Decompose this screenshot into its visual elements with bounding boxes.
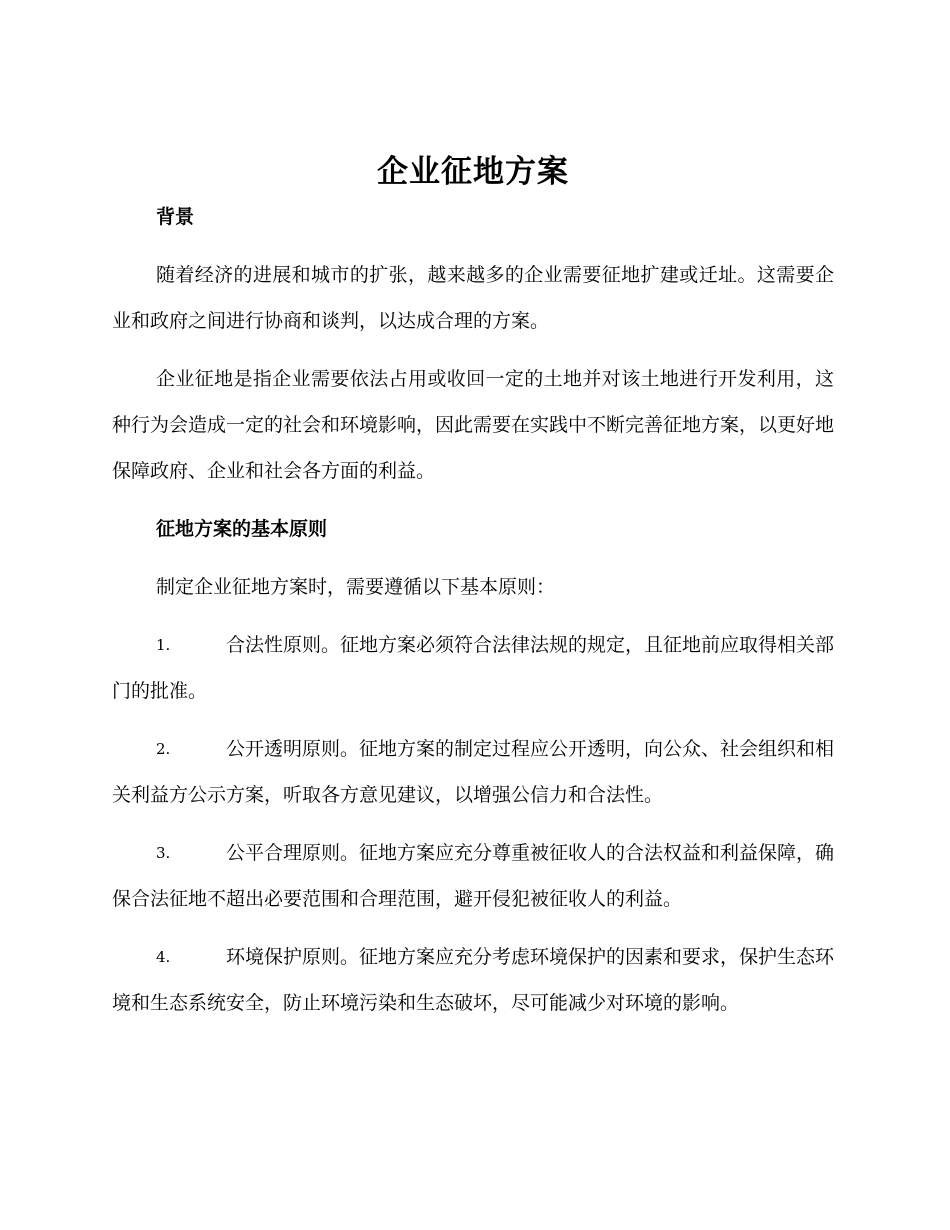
list-item xyxy=(112,726,834,818)
spacer xyxy=(112,714,834,726)
spacer xyxy=(112,922,834,934)
document-page xyxy=(112,150,834,1026)
section-heading-principles: 征地方案的基本原则 xyxy=(156,518,328,540)
spacer xyxy=(112,818,834,830)
list-number: 3. xyxy=(156,844,171,862)
list-text: 公平合理原则。征地方案应充分尊重被征收人的合法权益和利益保障，确保合法征地不超出必要范围和合理范围，避开侵犯被征收人的利益。 xyxy=(112,842,835,910)
list-number: 1. xyxy=(156,636,171,654)
list-number: 2. xyxy=(156,740,171,758)
spacer xyxy=(112,610,834,622)
section-heading-background: 背景 xyxy=(156,206,195,228)
paragraph: 企业征地是指企业需要依法占用或收回一定的土地并对该土地进行开发利用，这种行为会造成一定的社会和环境影响，因此需要在实践中不断完善征地方案，以更好地保障政府、企业和社会各方面的利益。 xyxy=(112,368,835,482)
list-text: 公开透明原则。征地方案的制定过程应公开透明，向公众、社会组织和相关利益方公示方案，听取各方意见建议，以增强公信力和合法性。 xyxy=(112,738,835,806)
list-item xyxy=(112,830,834,922)
document-title: 企业征地方案 xyxy=(377,154,569,190)
principles-intro: 制定企业征地方案时，需要遵循以下基本原则： xyxy=(156,576,556,598)
list-text: 合法性原则。征地方案必须符合法律法规的规定，且征地前应取得相关部门的批准。 xyxy=(112,634,835,702)
list-item xyxy=(112,622,834,714)
spacer xyxy=(112,494,834,506)
list-text: 环境保护原则。征地方案应充分考虑环境保护的因素和要求，保护生态环境和生态系统安全，防止环境污染和生态破坏，尽可能减少对环境的影响。 xyxy=(112,946,835,1014)
list-number: 4. xyxy=(156,948,171,966)
spacer xyxy=(112,344,834,356)
paragraph: 随着经济的进展和城市的扩张，越来越多的企业需要征地扩建或迁址。这需要企业和政府之间进行协商和谈判，以达成合理的方案。 xyxy=(112,264,834,332)
list-item xyxy=(112,934,834,1026)
spacer xyxy=(112,240,834,252)
spacer xyxy=(112,552,834,564)
